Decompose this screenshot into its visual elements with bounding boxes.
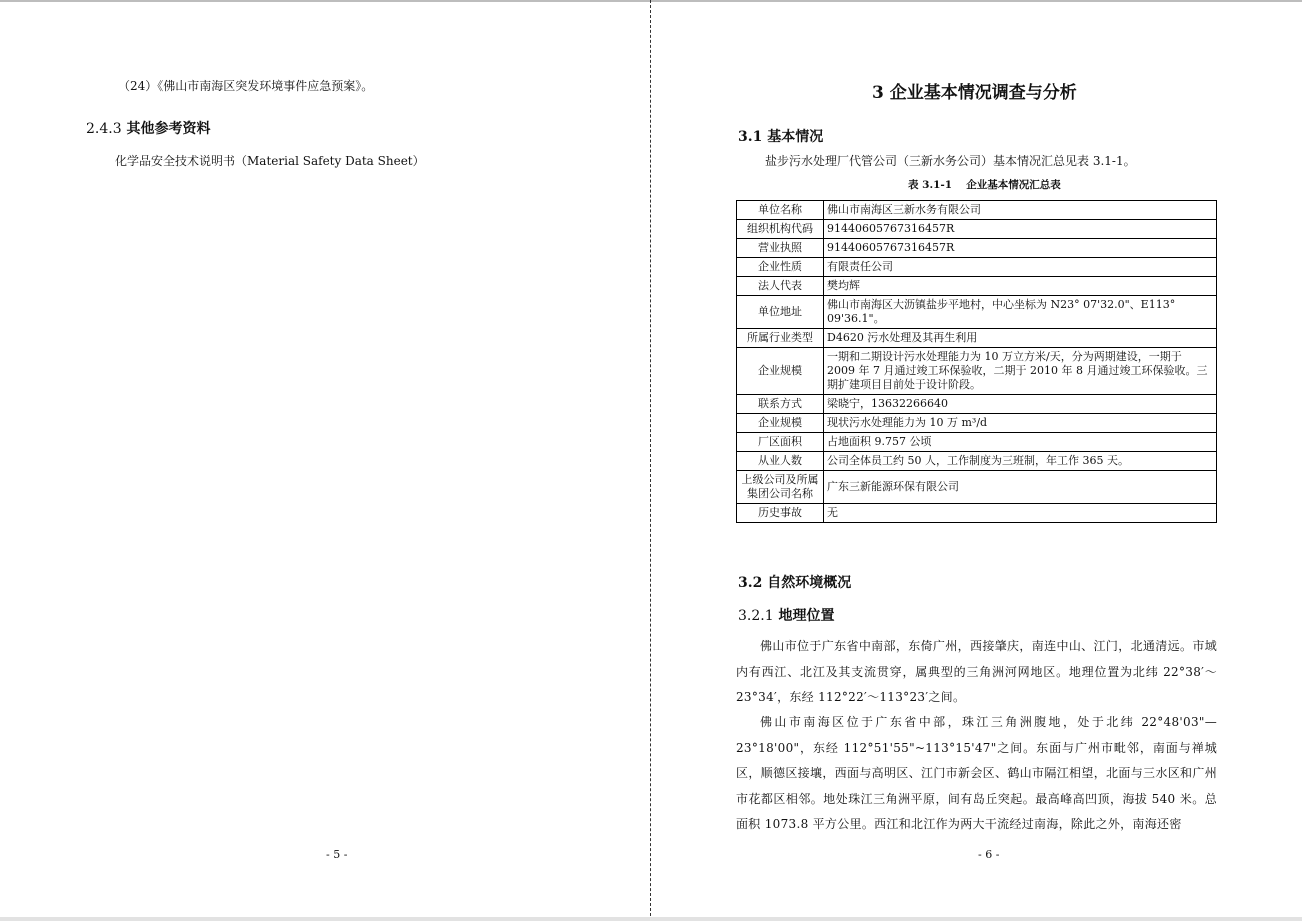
table-row (737, 504, 1217, 523)
table-field-value: 樊均辉 (824, 277, 1217, 296)
table-row (737, 220, 1217, 239)
page-number: - 5 - (326, 848, 348, 861)
paragraph-nanhai-location: 佛山市南海区位于广东省中部，珠江三角洲腹地，处于北纬 22°48'03"—23°18'00"，东经 112°51'55"~113°15'47"之间。东面与广州市毗邻，南面与禅城区，顺德区接壤，西面与高明区、江门市新会区、鹤山市隔江相望，北面与三水区和广州市花都区相邻。地处珠江三角洲平原，间有岛丘突起。最高峰高凹顶，海拔 540 米。总面积 1073.8 平方公里。西江和北江作为两大干流经过南海，除此之外，南海还密 (736, 715, 1217, 832)
section-title: 基本情况 (767, 129, 824, 145)
chapter-title: 3 企业基本情况调查与分析 (872, 83, 1077, 103)
section-title: 自然环境概况 (767, 575, 852, 591)
section-number: 3.2 (738, 575, 763, 591)
section-heading-3-2 (738, 572, 851, 592)
table-field-value: 一期和二期设计污水处理能力为 10 万立方米/天，分为两期建设，一期于 2009 年 7 月通过竣工环保验收，二期于 2010 年 8 月通过竣工环保验收。三期扩建项目目前处于设计阶段。 (824, 348, 1217, 395)
section-heading-2-4-3 (86, 118, 211, 138)
table-row (737, 296, 1217, 329)
section-title: 地理位置 (778, 608, 835, 624)
table-field-value: 梁晓宁，13632266640 (824, 395, 1217, 414)
table-field-value: 公司全体员工约 50 人，工作制度为三班制，年工作 365 天。 (824, 452, 1217, 471)
table-field-value: 现状污水处理能力为 10 万 m³/d (824, 414, 1217, 433)
reference-item-24: （24）《佛山市南海区突发环境事件应急预案》。 (118, 79, 374, 93)
table-row (737, 277, 1217, 296)
table-row (737, 201, 1217, 220)
table-row (737, 348, 1217, 395)
table-row (737, 433, 1217, 452)
table-field-value: 有限责任公司 (824, 258, 1217, 277)
table-row (737, 258, 1217, 277)
section-title: 其他参考资料 (126, 121, 211, 137)
table-field-value: 91440605767316457R (824, 239, 1217, 258)
page-number: - 6 - (978, 848, 1000, 861)
table-field-label: 企业规模 (737, 348, 824, 395)
document-page-6 (652, 0, 1302, 921)
table-field-label: 单位地址 (737, 296, 824, 329)
enterprise-info-table (736, 200, 1217, 523)
table-field-value: 佛山市南海区三新水务有限公司 (824, 201, 1217, 220)
table-field-value: 占地面积 9.757 公顷 (824, 433, 1217, 452)
table-row (737, 329, 1217, 348)
table-field-label: 上级公司及所属集团公司名称 (737, 471, 824, 504)
table-field-label: 联系方式 (737, 395, 824, 414)
section-number: 3.1 (738, 129, 763, 145)
table-field-label: 营业执照 (737, 239, 824, 258)
table-field-label: 单位名称 (737, 201, 824, 220)
section-heading-3-1 (738, 126, 823, 146)
section-number: 3.2.1 (738, 608, 774, 624)
table-field-value: 无 (824, 504, 1217, 523)
table-field-label: 所属行业类型 (737, 329, 824, 348)
section-intro: 盐步污水处理厂代管公司（三新水务公司）基本情况汇总见表 3.1-1。 (765, 154, 1136, 168)
table-field-value: D4620 污水处理及其再生利用 (824, 329, 1217, 348)
table-caption: 表 3.1-1 企业基本情况汇总表 (908, 179, 1061, 191)
table-row (737, 471, 1217, 504)
table-row (737, 395, 1217, 414)
table-field-value: 佛山市南海区大沥镇盐步平地村，中心坐标为 N23° 07'32.0"、E113° 09'36.1"。 (824, 296, 1217, 329)
table-field-label: 历史事故 (737, 504, 824, 523)
section-heading-3-2-1 (738, 605, 835, 625)
table-row (737, 414, 1217, 433)
table-field-label: 法人代表 (737, 277, 824, 296)
table-field-label: 组织机构代码 (737, 220, 824, 239)
msds-reference: 化学品安全技术说明书（Material Safety Data Sheet） (115, 154, 425, 168)
table-field-value: 91440605767316457R (824, 220, 1217, 239)
table-field-label: 从业人数 (737, 452, 824, 471)
table-row (737, 239, 1217, 258)
table-field-value: 广东三新能源环保有限公司 (824, 471, 1217, 504)
table-field-label: 企业性质 (737, 258, 824, 277)
paragraph-foshan-location: 佛山市位于广东省中南部，东倚广州，西接肇庆，南连中山、江门，北通清远。市域内有西江、北江及其支流贯穿，属典型的三角洲河网地区。地理位置为北纬 22°38′～23°34′，东经 112°22′～113°23′之间。 (736, 639, 1217, 705)
table-field-label: 厂区面积 (737, 433, 824, 452)
section-number: 2.4.3 (86, 121, 122, 137)
table-field-label: 企业规模 (737, 414, 824, 433)
table-row (737, 452, 1217, 471)
